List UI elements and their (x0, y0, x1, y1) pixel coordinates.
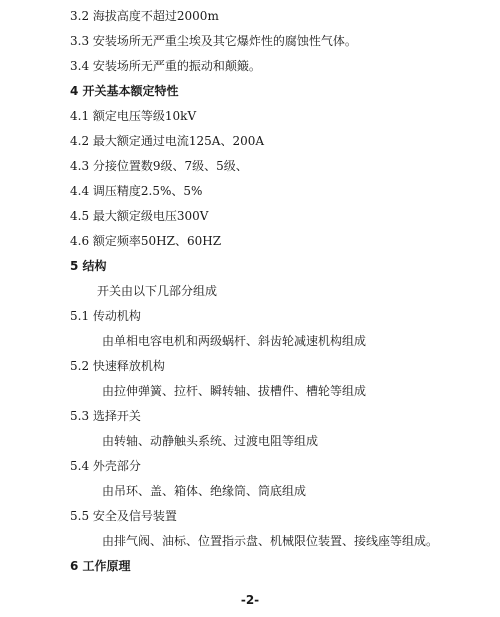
section-5-heading: 5 结构 (70, 259, 107, 273)
section-6-heading: 6 工作原理 (70, 559, 131, 573)
item-4-6: 4.6 额定频率50HZ、60HZ (70, 234, 222, 248)
section-5-intro: 开关由以下几部分组成 (97, 284, 218, 298)
item-3-4: 3.4 安装场所无严重的振动和颠簸。 (70, 59, 261, 73)
item-5-3: 5.3 选择开关 (70, 409, 141, 423)
item-4-4: 4.4 调压精度2.5%、5% (70, 184, 203, 198)
item-3-3: 3.3 安装场所无严重尘埃及其它爆炸性的腐蚀性气体。 (70, 34, 357, 48)
item-5-2-desc: 由拉伸弹簧、拉杆、瞬转轴、拔槽件、槽轮等组成 (102, 384, 367, 398)
item-4-2: 4.2 最大额定通过电流125A、200A (70, 134, 265, 148)
item-5-3-desc: 由转轴、动静触头系统、过渡电阻等组成 (102, 434, 319, 448)
item-4-3: 4.3 分接位置数9级、7级、5级、 (70, 159, 248, 173)
item-4-5: 4.5 最大额定级电压300V (70, 209, 209, 223)
item-5-5-desc: 由排气阀、油标、位置指示盘、机械限位装置、接线座等组成。 (102, 534, 439, 548)
item-5-5: 5.5 安全及信号装置 (70, 509, 177, 523)
item-5-4-desc: 由吊环、盖、箱体、绝缘筒、筒底组成 (102, 484, 307, 498)
item-5-4: 5.4 外壳部分 (70, 459, 141, 473)
section-4-heading: 4 开关基本额定特性 (70, 84, 179, 98)
item-5-1: 5.1 传动机构 (70, 309, 141, 323)
item-4-1: 4.1 额定电压等级10kV (70, 109, 197, 123)
page-number: -2- (240, 593, 260, 607)
item-5-2: 5.2 快速释放机构 (70, 359, 165, 373)
item-5-1-desc: 由单相电容电机和两级蜗杆、斜齿轮减速机构组成 (102, 334, 367, 348)
item-3-2: 3.2 海拔高度不超过2000m (70, 9, 219, 23)
